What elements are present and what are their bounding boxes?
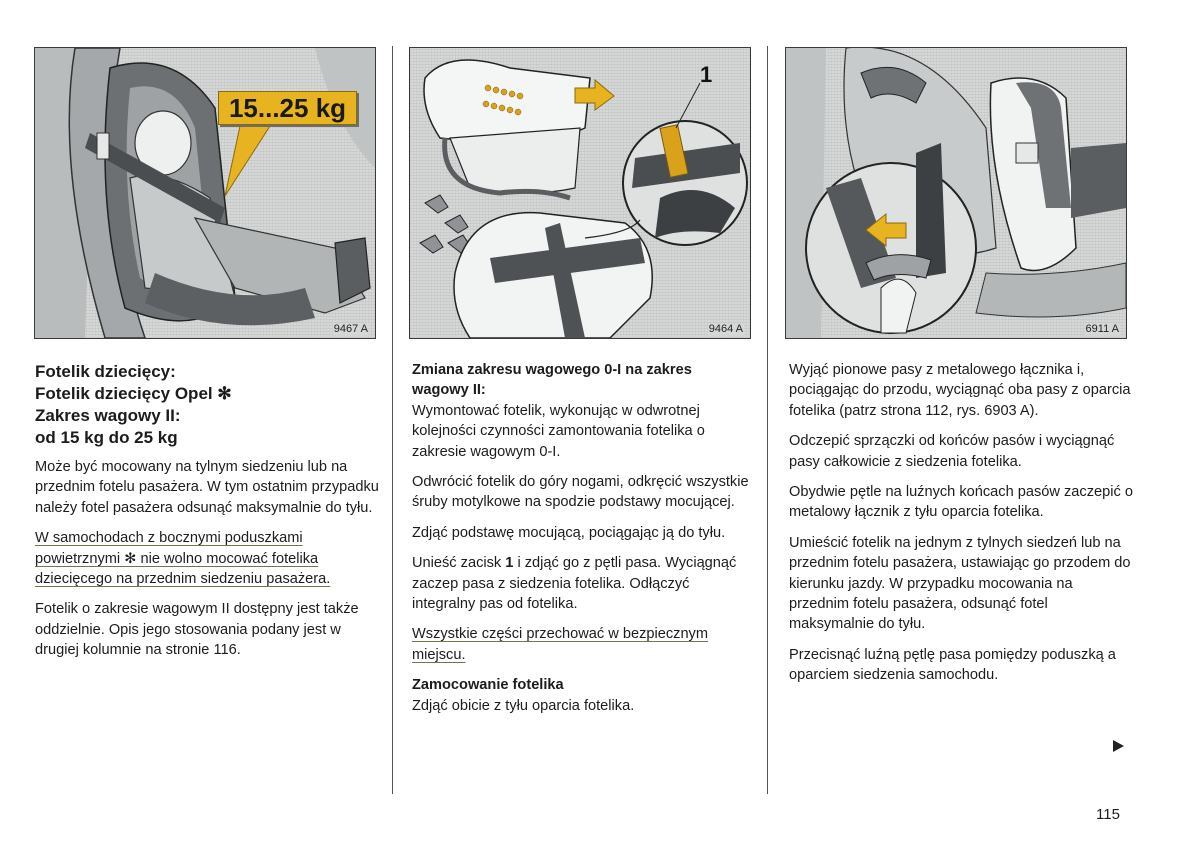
triangle-right-icon: [1113, 740, 1124, 752]
heading-line: Zakres wagowy II:: [35, 406, 181, 425]
subheading: Zamocowanie fotelika: [412, 677, 564, 694]
callout-reference: 1: [505, 555, 514, 572]
heading-line: Fotelik dziecięcy Opel ✻: [35, 384, 232, 403]
column-2: [412, 360, 752, 726]
subheading: Zmiana zakresu wagowego 0-I na zakres wagowy II:: [412, 362, 692, 399]
section-heading: [35, 361, 380, 449]
paragraph: Może być mocowany na tylnym siedzeniu lub na przednim fotelu pasażera. W tym ostatnim przypadku należy fotel pasażera odsunąć maksymalnie do tyłu.: [35, 459, 379, 516]
column-1: [35, 361, 380, 671]
column-3: [789, 360, 1134, 696]
column-divider-1: [392, 46, 393, 794]
paragraph: Zdjąć obicie z tyłu oparcia fotelika.: [412, 697, 635, 714]
figure-child-seat: [34, 47, 376, 339]
paragraph: Przecisnąć luźną pętlę pasa pomiędzy poduszką a oparciem siedzenia samochodu.: [789, 646, 1116, 684]
weight-range-badge: 15...25 kg: [218, 91, 357, 125]
column-divider-2: [767, 46, 768, 794]
paragraph: Fotelik o zakresie wagowym II dostępny jest także oddzielnie. Opis jego stosowania podany jest w drugiej kolumnie na stronie 116.: [35, 601, 359, 659]
paragraph: Zdjąć podstawę mocującą, pociągając ją do tyłu.: [412, 524, 726, 541]
figure-label: 9467 A: [333, 323, 368, 335]
text-span: i zdjąć go z pętli pasa. Wyciągnąć zaczep pasa z siedzenia fotelika. Odłączyć integralny pas od fotelika.: [412, 555, 737, 613]
paragraph: Wyjąć pionowe pasy z metalowego łącznika i, pociągając do przodu, wyciągnąć oba pasy z oparcia fotelika (patrz strona 112, rys. 6903 A).: [789, 362, 1131, 419]
figure-seat-disassembly: [409, 47, 751, 339]
heading-line: Fotelik dziecięcy:: [35, 362, 176, 381]
paragraph: Umieścić fotelik na jednym z tylnych siedzeń lub na przednim fotelu pasażera, ustawiając go przodem do kierunku jazdy. W przypadku mocowania na przednim fotelu pasażera, odsunąć fotel maksymalnie do tyłu.: [789, 534, 1131, 633]
paragraph: Obydwie pętle na luźnych końcach pasów zaczepić o metalowy łącznik z tyłu oparcia fotelika.: [789, 484, 1133, 521]
airbag-warning: W samochodach z bocznymi poduszkami powietrznymi ✻ nie wolno mocować fotelika dziecięcego na przednim siedzeniu pasażera.: [35, 530, 331, 588]
paragraph: [412, 553, 752, 614]
text-span: Unieść zacisk: [412, 555, 506, 572]
figure-label: 9464 A: [708, 323, 743, 335]
heading-line: od 15 kg do 25 kg: [35, 428, 178, 447]
page-number: 115: [1096, 806, 1120, 823]
paragraph: Odczepić sprzączki od końców pasów i wyciągnąć pasy całkowicie z siedzenia fotelika.: [789, 433, 1115, 470]
figure-belt-release: [785, 47, 1127, 339]
callout-number-1: 1: [700, 62, 713, 87]
paragraph: Odwrócić fotelik do góry nogami, odkręcić wszystkie śruby motylkowe na spodzie podstawy mocującej.: [412, 474, 749, 511]
storage-note: Wszystkie części przechować w bezpiecznym miejscu.: [412, 626, 709, 663]
figure-label: 6911 A: [1085, 323, 1119, 335]
belt-release-illustration: [786, 48, 1126, 338]
seat-disassembly-illustration: [410, 48, 750, 338]
paragraph: Wymontować fotelik, wykonując w odwrotnej kolejności czynności zamontowania fotelika o zakresie wagowym 0-I.: [412, 402, 705, 460]
